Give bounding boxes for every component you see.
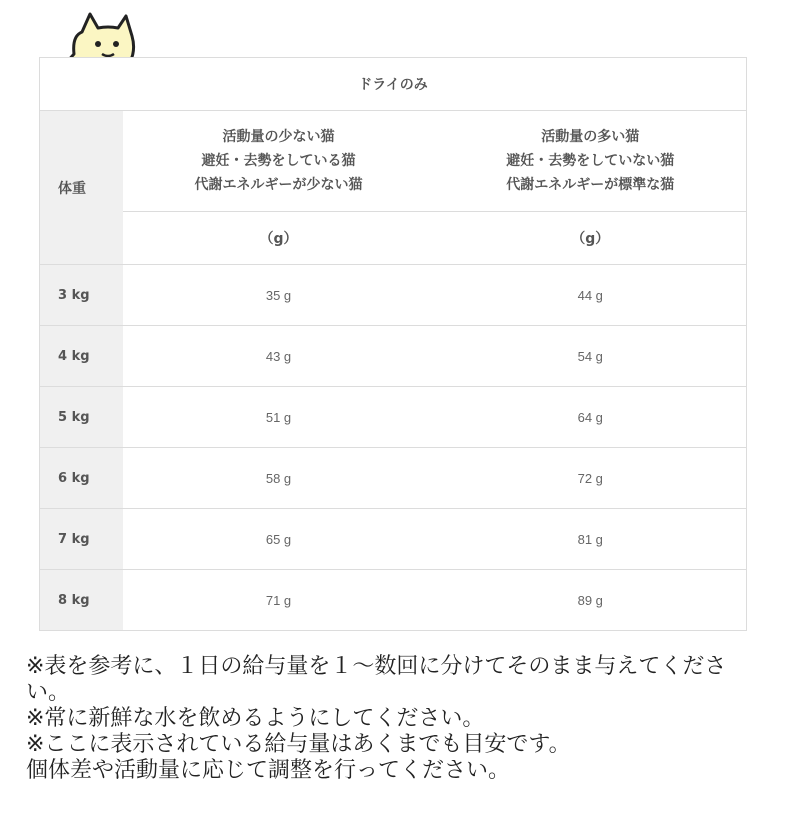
weight-cell: 4 kg xyxy=(40,326,123,387)
weight-cell: 5 kg xyxy=(40,387,123,448)
high-amount-cell: 89 g xyxy=(435,570,747,631)
high-activity-line: 代謝エネルギーが標準な猫 xyxy=(506,177,675,193)
high-activity-line: 避妊・去勢をしていない猫 xyxy=(506,153,675,169)
high-activity-header xyxy=(435,111,747,212)
low-activity-line: 避妊・去勢をしている猫 xyxy=(201,153,356,169)
weight-cell: 7 kg xyxy=(40,509,123,570)
table-row xyxy=(40,509,747,570)
table-row xyxy=(40,448,747,509)
note-line: ※表を参考に、１日の給与量を１～数回に分けてそのまま与えてください。 xyxy=(26,654,727,705)
high-amount-cell: 72 g xyxy=(435,448,747,509)
table-title: ドライのみ xyxy=(40,58,747,111)
low-amount-cell: 65 g xyxy=(123,509,435,570)
notes-block xyxy=(26,654,766,784)
feeding-table xyxy=(39,57,747,631)
high-amount-cell: 81 g xyxy=(435,509,747,570)
low-activity-line: 活動量の少ない猫 xyxy=(222,129,335,145)
high-activity-line: 活動量の多い猫 xyxy=(541,129,640,145)
table-row xyxy=(40,570,747,631)
table-row xyxy=(40,326,747,387)
low-amount-cell: 71 g xyxy=(123,570,435,631)
note-line: ※常に新鮮な水を飲めるようにしてください。 xyxy=(26,706,485,731)
low-unit: （g） xyxy=(123,212,435,265)
low-activity-header xyxy=(123,111,435,212)
low-amount-cell: 51 g xyxy=(123,387,435,448)
table-row xyxy=(40,265,747,326)
weight-cell: 3 kg xyxy=(40,265,123,326)
high-unit: （g） xyxy=(435,212,747,265)
low-activity-line: 代謝エネルギーが少ない猫 xyxy=(194,177,363,193)
high-amount-cell: 64 g xyxy=(435,387,747,448)
note-line: ※ここに表示されている給与量はあくまでも目安です。 xyxy=(26,732,571,757)
weight-header: 体重 xyxy=(40,111,123,265)
weight-cell: 6 kg xyxy=(40,448,123,509)
weight-cell: 8 kg xyxy=(40,570,123,631)
high-amount-cell: 54 g xyxy=(435,326,747,387)
low-amount-cell: 58 g xyxy=(123,448,435,509)
high-amount-cell: 44 g xyxy=(435,265,747,326)
low-amount-cell: 35 g xyxy=(123,265,435,326)
low-amount-cell: 43 g xyxy=(123,326,435,387)
table-row xyxy=(40,387,747,448)
note-line: 個体差や活動量に応じて調整を行ってください。 xyxy=(26,758,511,783)
